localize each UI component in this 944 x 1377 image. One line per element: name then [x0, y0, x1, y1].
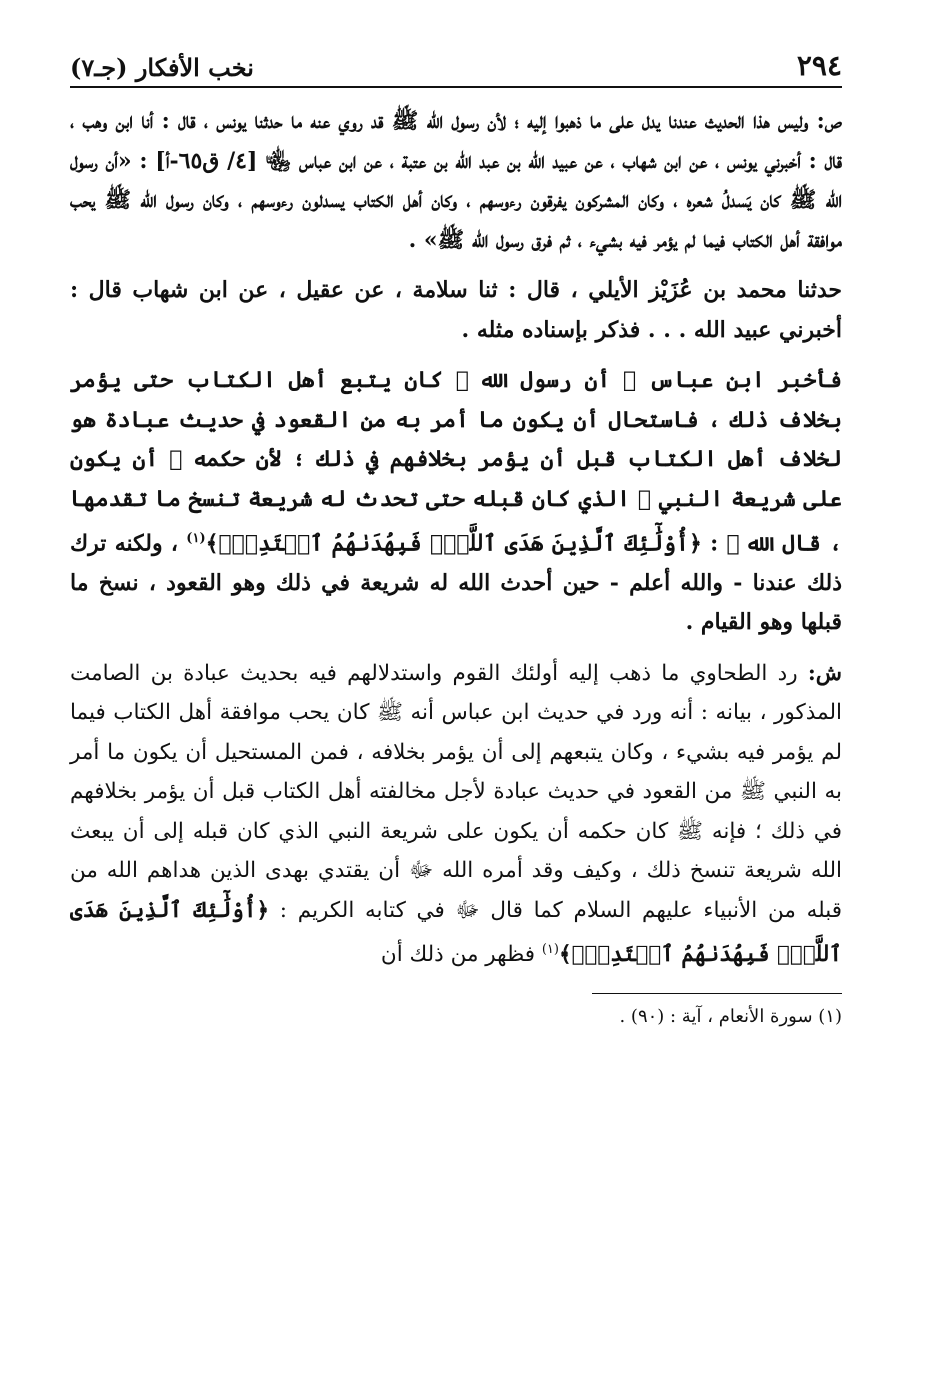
paragraph-text-part2: ، ولكنه ترك ذلك عندنا - والله أعلم - حين أحدث الله له شريعة في ذلك وهو القعود ، نسخ ما قبلها وهو القيام . [70, 530, 842, 636]
page-number: ٢٩٤ [796, 49, 842, 82]
paragraph-isnad [70, 271, 842, 350]
paragraph-lead-shin: ش: [807, 660, 842, 686]
paragraph-text-part1: رد الطحاوي ما ذهب إليه أولئك القوم واستدلالهم فيه بحديث عبادة بن الصامت المذكور ، بيانه : أنه ورد في حديث ابن عباس أنه ﷺ كان يحب موافقة أهل الكتاب فيما لم يؤمر فيه بشيء ، وكان يتبعهم إلى أن يؤمر بخلافه ، فمن المستحيل أن يكون ما أمر به النبي ﷺ من القعود في حديث عبادة لأجل مخالفته أهل الكتاب قبل أن يؤمر بخلافهم في ذلك ؛ فإنه ﷺ كان حكمه أن يكون على شريعة النبي الذي كان قبله إلى أن يبعث الله شريعة تنسخ ذلك ، وكيف وقد أمره الله ﷻ أن يقتدي بهدى الذين هداهم الله من قبله من الأنبياء عليهم السلام كما قال ﷻ في كتابه الكريم : [70, 660, 842, 923]
footnote-mark: (١) [186, 531, 206, 546]
footnote-divider [592, 993, 842, 994]
paragraph-explanation [70, 361, 842, 643]
body-text [70, 102, 842, 975]
paragraph-text: حدثنا محمد بن عُزَيْز الأيلي ، قال : ثنا سلامة ، عن عقيل ، عن ابن شهاب قال : أخبرني عبيد الله . . . فذكر بإسناده مثله . [70, 277, 842, 343]
paragraph-text-part1: فأخبر ابن عباس ﵄ أن رسول الله ﷺ كان يتبع أهل الكتاب حتى يؤمر بخلاف ذلك ، فاستحال أن يكون ما أمر به من القعود في حديث عبادة هو لخلاف أهل الكتاب قبل أن يؤمر بخلافهم في ذلك ؛ لأن حكمه ﷺ أن يكون على شريعة النبي ﷺ الذي كان قبله حتى تحدث له شريعة تنسخ ما تقدمها ، قال الله ﷻ : [70, 367, 842, 557]
running-title: نخب الأفكار (جـ٧) [70, 53, 254, 82]
paragraph-text: وليس هذا الحديث عندنا يدل على ما ذهبوا إليه ؛ لأن رسول الله ﷺ قد روي عنه ما حدثنا يونس ، قال : أنا ابن وهب ، قال : أخبرني يونس ، عن ابن شهاب ، عن عبيد الله بن عبد الله بن عتبة ، عن ابن عباس ﵄ [٤/ ق٦٥-أ] : «أن رسول الله ﷺ كان يَسدلُ شعره ، وكان المشركون يفرقون رءوسهم ، وكان أهل الكتاب يسدلون رءوسهم ، وكان رسول الله ﷺ يحب موافقة أهل الكتاب فيما لم يؤمر فيه بشيء ، ثم فرق رسول الله ﷺ» . [70, 108, 843, 253]
page-header [70, 36, 842, 88]
footnote-mark: (١) [541, 942, 559, 958]
footnote: (١) سورة الأنعام ، آية : (٩٠) . [619, 1005, 842, 1027]
quran-verse: ﴿أُوْلَٰٓئِكَ ٱلَّذِينَ هَدَى ٱللَّهُۖ فَبِهُدَىٰهُمُ ٱقۡتَدِهۡۗ﴾ [70, 897, 842, 968]
paragraph-lead-sad: ص: [816, 108, 842, 134]
paragraph-commentary [70, 654, 842, 975]
quran-verse: ﴿أُوْلَٰٓئِكَ ٱلَّذِينَ هَدَى ٱللَّهُۖ فَبِهُدَىٰهُمُ ٱقۡتَدِهۡۗ﴾ [205, 530, 702, 557]
paragraph-text-part2: فظهر من ذلك أن [380, 942, 542, 968]
paragraph-matn [70, 102, 842, 260]
page [70, 36, 842, 1027]
